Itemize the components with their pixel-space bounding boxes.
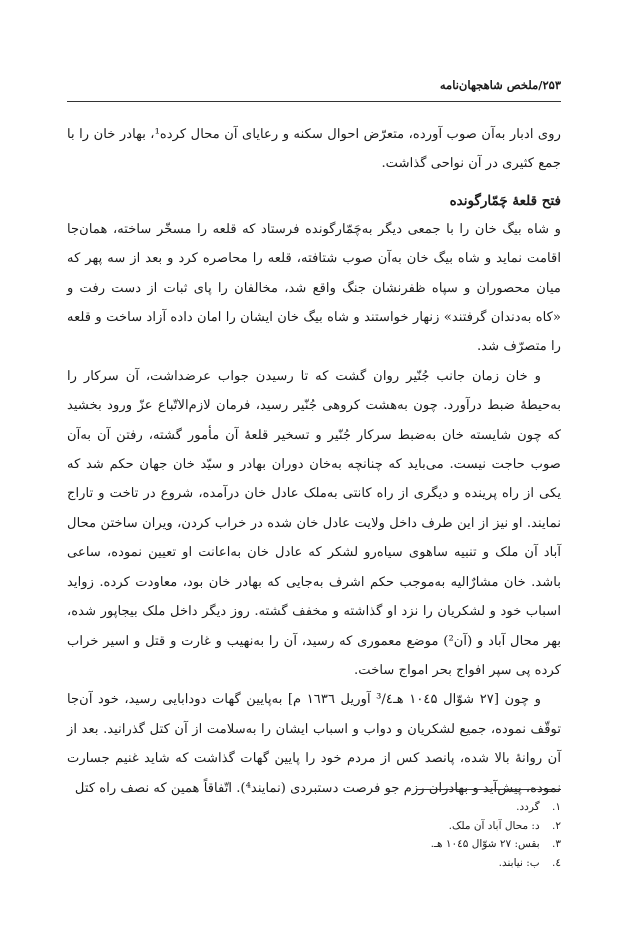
header-rule [67, 101, 561, 102]
section-heading: فتح قلعهٔ چَمّارگونده [449, 192, 561, 209]
running-head: ۲۵۳/ملخص شاهجهان‌نامه [439, 78, 561, 92]
footnote-number: ٤. [552, 856, 561, 869]
footnote-text: بقس: ۲۷ شوّال ۱۰٤۵ هـ. [430, 838, 540, 850]
footnote-number: ۲. [552, 819, 561, 832]
footnote-item [261, 798, 561, 817]
footnote-rule [417, 789, 561, 790]
footnote-number: ۳. [552, 838, 561, 850]
footnotes [261, 798, 561, 872]
footnote-number: ۱. [552, 801, 561, 813]
footnote-item [261, 817, 561, 836]
footnote-text: د: محال آباد آن ملک. [448, 819, 540, 832]
footnote-item [261, 835, 561, 854]
paragraph-3: و چون [۲۷ شوّال ۱۰٤۵ هـ³/٤ آوریل ۱٦۳٦ م] به‌پایین گهات دودابایی رسید، خود آن‌جا توقّف نموده، جمیع لشکریان و دواب و اسباب ایشان را به‌سلامت از آن کتل گذرانید. بعد از آن روانهٔ بالا شده، پانصد کس از مردم خود را پایین گهات گذاشت که شاید غنیم جسارت نموده، پیش‌آید و بهادران رزم جو فرصت دستبردی (نمایند⁴). اتّفاقاً همین که نصف راه کتل [67, 692, 561, 796]
body-text [67, 120, 561, 803]
footnote-item [261, 854, 561, 873]
paragraph-1: و شاه بیگ خان را با جمعی دیگر به‌چَمّارگونده فرستاد که قلعه را مسخّر ساخته، همان‌جا اقامت نماید و شاه بیگ خان به‌آن صوب شتافته، قلعه را محاصره کرد و بعد از سه پهر که میان محصوران و سپاه ظفرنشان جنگ واقع شد، مخالفان را پای ثبات از دست رفت و «کاه به‌دندان گرفتند» زنهار خواستند و شاه بیگ خان ایشان را امان داده آزاد ساخت و قلعه را متصرّف شد. [67, 221, 561, 355]
paragraph-intro: روی ادبار به‌آن صوب آورده، متعرّض احوال سکنه و رعایای آن محال کرده¹، بهادر خان را با جمع کثیری در آن نواحی گذاشت. [67, 127, 561, 172]
paragraph-2: و خان زمان جانب جُنّیر روان گشت که تا رسیدن جواب عرضداشت، آن سرکار را به‌حیطهٔ ضبط درآورد. چون به‌هشت کروهی جُنّیر رسید، فرمان لازم‌الاتّباع عزّ ورود بخشید که چون شایسته خان به‌ضبط سرکار جُنّیر و تسخیر قلعهٔ آن مأمور گشته، رفتن آن به‌آن صوب حاجت نیست. می‌باید که چنانچه به‌خان دوران بهادر و سیّد خان جهان حکم شد که یکی از راه پرینده و دیگری از راه کانتی به‌ملک عادل خان درآمده، شروع در تاخت و تاراج نمایند. او نیز از این طرف داخل ولایت عادل خان شده در خراب کردن، ویران ساختن محال آباد آن ملک و تنبیه ساهوی سیاه‌رو لشکر که عادل خان به‌اعانت او تعیین نموده، ساعی باشد. خان مشارٌالیه به‌موجب حکم اشرف به‌جایی که بهادر خان بود، معاودت کرده. زواید اسباب خود و لشکریان را نزد او گذاشته و مخفف گشته. روز دیگر داخل ملک بیجاپور شده، بهر محال آباد و (آن²) موضع معموری که رسید، آن را به‌نهیب و غارت و قتل و اسیر خراب کرده پی سپر افواج بحر امواج ساخت. [67, 368, 561, 678]
footnote-text: گردد. [516, 801, 540, 813]
footnote-text: ب: نیابند. [498, 856, 540, 869]
